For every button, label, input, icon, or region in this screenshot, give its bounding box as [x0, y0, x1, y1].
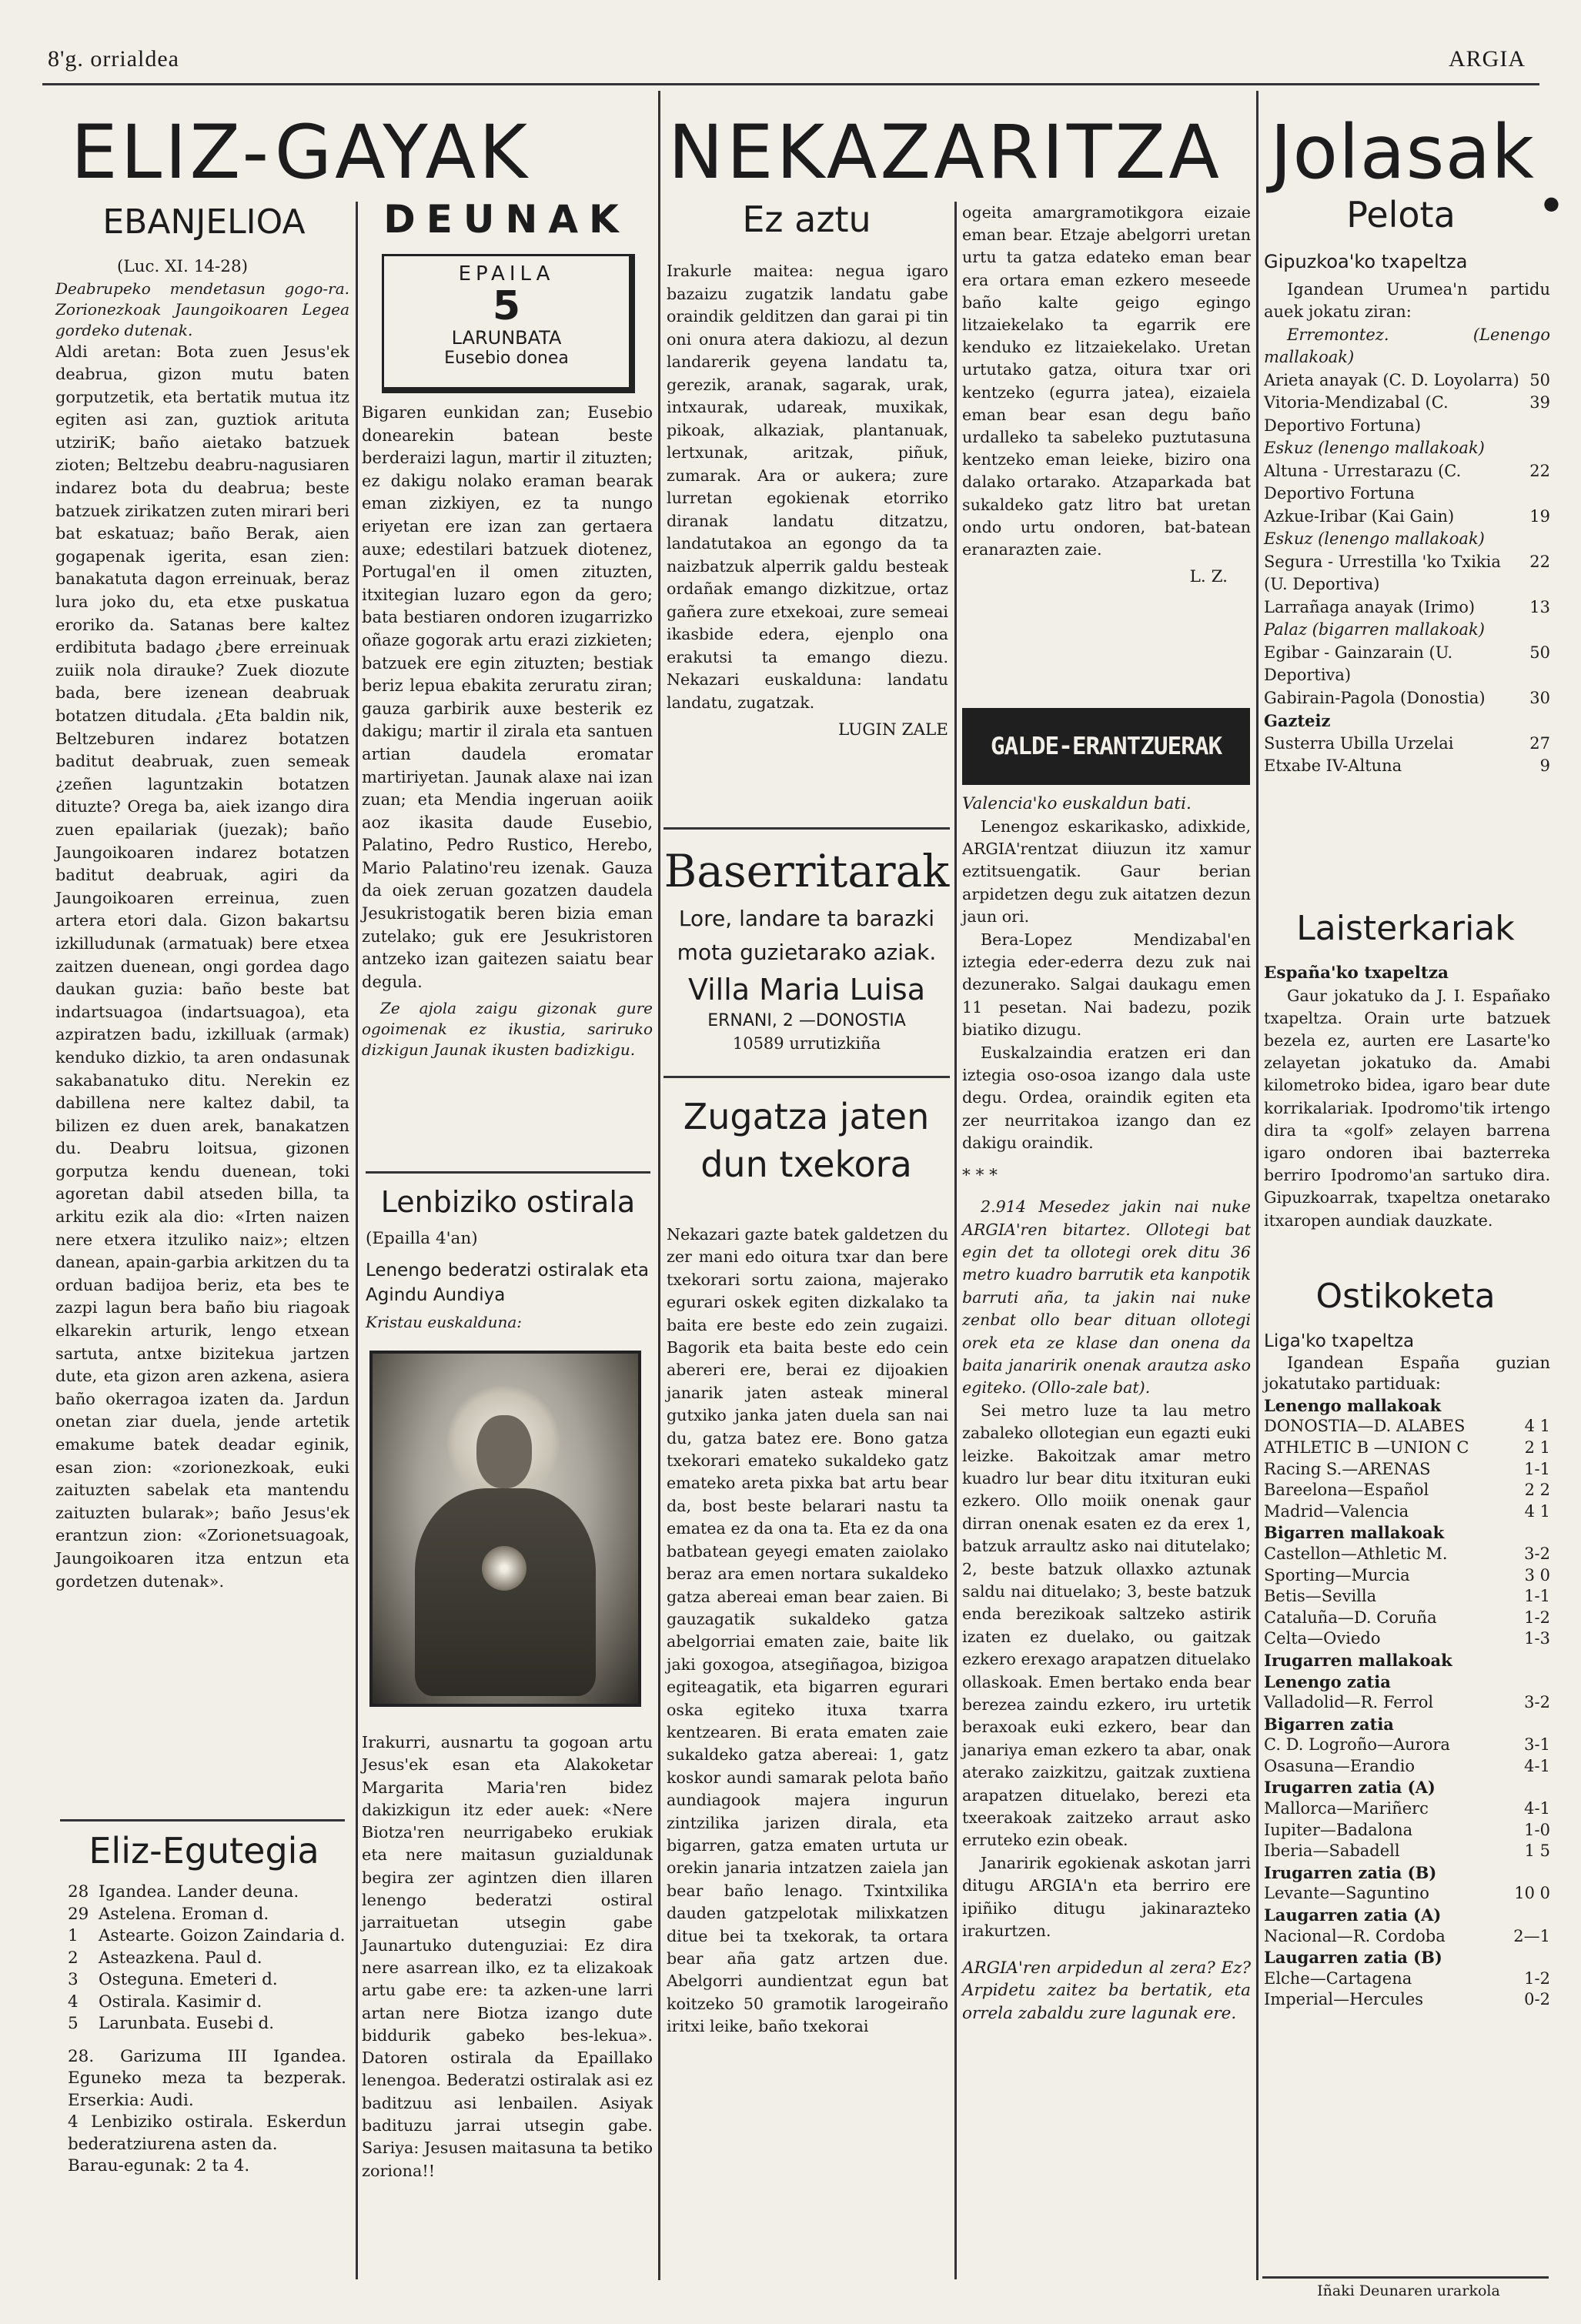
lenbiziko-author: Kristau euskalduna:: [366, 1312, 523, 1331]
footer-rule: [1262, 2276, 1549, 2279]
galde-question: 2.914 Mesedez jakin nai nuke ARGIA'ren bitartez. Ollotegi bat egin det ta ollotegi orek ditu 36 metro kuadro barrutik eta kanpotik barruti aña, ta jakin nai nuke zenbat ollo bear dituan ollotegi orek eta ze klase dan onena da baita janaririk onenak arautza asko egiteko. (Ollo-zale bat).: [962, 1197, 1251, 1397]
ad-telephone: 10589 urrutizkiña: [732, 1034, 881, 1053]
galde-answer: Sei metro luze ta lau metro zabaleko ollotegian eun egazti euki leizke. Bakoitzak amar metro kuadro lur bear ditu itxituran euki ezkero. Ollo moiik onenak gaur dirran onenak esaten ez da erex 1, batzuk arraultz asko nai ditutelako; 2, beste batzuk ollaxko aztunak saldu nai dituelako; 3, beste batzuk enda berezikoak saltzeko astirik izaten ez duelako, ou gaitzak ezkero erexago arapatzen dituelako ollaskoak. Emen bertako enda bear berezea zaindu ezkero, iru urtetik beraxoak euki ezkero, bear dan janariya eman ezkero ta abar, onak aterako zaizkitzu, gaitzak zuxtiena arapatzen dituelako, berezi eta txeerakoak zaitzeko arraut asko erruteko ezin obeak.: [962, 1401, 1251, 1850]
ostikoketa-group-heading: Irugarren zatia (B): [1264, 1862, 1437, 1882]
match-result: Sporting—Murcia 3 0: [1264, 1565, 1550, 1584]
match-result: Betis—Sevilla 1-1: [1264, 1587, 1550, 1606]
page-number: 8'g. orrialdea: [48, 46, 180, 72]
ostikoketa-group-heading: Laugarren zatia (A): [1264, 1905, 1442, 1925]
ostikoketa-group-heading: Lenengo zatia: [1264, 1671, 1391, 1691]
match-result: Bareelona—Español 2 2: [1264, 1481, 1550, 1500]
pelota-result: Arieta anayak (C. D. Loyolarra) 50: [1264, 370, 1550, 389]
ezaztu-title: Ez aztu: [742, 199, 871, 240]
ad-name: Villa Maria Luisa: [687, 973, 926, 1007]
egutegia-note: 28. Garizuma III Igandea. Eguneko meza ta bezperak. Erserkia: Audi.: [68, 2046, 346, 2110]
ostikoketa-group-heading: Bigarren mallakoak: [1264, 1523, 1445, 1543]
match-result: Cataluña—D. Coruña 1-2: [1264, 1608, 1550, 1627]
match-result: Racing S.—ARENAS 1-1: [1264, 1459, 1550, 1478]
match-result: Valladolid—R. Ferrol 3-2: [1264, 1693, 1550, 1712]
galde-addressee: Valencia'ko euskaldun bati.: [962, 794, 1192, 813]
calendar-box: [382, 254, 635, 393]
lenbiziko-date: (Epailla 4'an): [366, 1229, 478, 1248]
ebanjelioa-column: [55, 255, 349, 1593]
egutegia-day: 28 Igandea. Lander deuna.: [68, 1882, 299, 1902]
col-rule-4: [1256, 91, 1258, 2280]
egutegia-day: 29 Astelena. Eroman d.: [68, 1904, 269, 1924]
calendar-weekday: LARUNBATA: [451, 327, 562, 349]
ostikoketa-intro: Igandean España guzian jokatutako partiduak:: [1264, 1353, 1550, 1394]
ad-line-1: Lore, landare ta barazki: [678, 906, 935, 931]
deunak-quote: Ze ajola zaigu gizonak gure ogoimenak ez ikustia, sariruko dizkigun Jaunak ikusten badizkigu.: [362, 999, 653, 1060]
calendar-day: 5: [492, 283, 521, 329]
pelota-result: Vitoria-Mendizabal (C. Deportivo Fortuna) 39: [1264, 393, 1550, 435]
match-result: Imperial—Hercules 0-2: [1264, 1990, 1550, 2009]
section-jolasak: Jolasak: [1270, 109, 1535, 195]
pelota-result: Etxabe IV-Altuna 9: [1264, 756, 1550, 775]
zugatza-column: [667, 1224, 948, 2039]
galde-erantzuerak-title: GALDE-ERANTZUERAK: [990, 733, 1222, 760]
nekazaritza-continued: [962, 202, 1251, 589]
col-rule-3: [954, 202, 957, 2279]
nekazaritza-signature: L. Z.: [1189, 567, 1228, 587]
match-result: Mallorca—Mariñerc 4-1: [1264, 1799, 1550, 1818]
ezaztu-signature: LUGIN ZALE: [838, 720, 948, 740]
ad-title: Baserritarak: [663, 845, 950, 897]
match-result: Celta—Oviedo 1-3: [1264, 1629, 1550, 1648]
sacred-heart-image: [369, 1351, 641, 1707]
ostikoketa-group-heading: Lenengo mallakoak: [1264, 1395, 1442, 1415]
egutegia-day: 2 Asteazkena. Paul d.: [68, 1948, 262, 1968]
lenbiziko-rule: [366, 1171, 650, 1174]
lenbiziko-intro: [366, 1227, 649, 1333]
pelota-intro: Igandean Urumea'n partidu auek jokatu ziran:: [1264, 279, 1550, 321]
pelota-category: Eskuz (lenengo mallakoak): [1264, 529, 1485, 548]
pelota-category: Gazteiz: [1264, 711, 1331, 730]
lenbiziko-body: Irakurri, ausnartu ta gogoan artu Jesus'ek esan eta Alakoketar Margarita Maria'ren bidez dakizkigun itz eder auek: «Nere Biotza'ren neurrigabeko erukiak eta nere maitasun guzialdunak begira zer agintzen dien illaren lenengo bederatzi ostiral jarraituetan utsegin gabe Jaunartuko dutenguziai: Ez dira nere asarrean ilko, ez ta elizakoak artu gabe ere: ta azken-une larri artan nere Biotza izango dute biddurik gabeko bes-lekua». Datoren ostirala da Epaillako lenengoa. Bederatzi ostiralak asi ez baditzuu asi lenbailen. Asiyak badituzu jarrai utsegin gabe. Sariya: Jesusen maitasuna ta betiko zoriona!!: [362, 1733, 653, 2180]
section-nekazaritza: NEKAZARITZA: [668, 109, 1222, 195]
nekazaritza-continued-body: ogeita amargramotikgora eizaie eman bear. Etzaje abelgorri uretan urtu ta gatza edateko eman bear era ortara eman ezkero meseede baño kalte geigo egingo litzaiekelako ta egarrik ere kenduko ez litzaiekelako. Uretan urtutako gatza, oitura txar ori kentzeko (egurra jatea), eizaiela eman bear esan degu baño urdalleko ta sabeleko puztutasuna kentzeko eman leieke, biziro ona dalako ortarako. Atzaparkada bat sukaldeko gatz litro bat uretan ondo urtu ondoren, bat-batean eranarazten zaie.: [962, 203, 1251, 559]
egutegia-day: 3 Osteguna. Emeteri d.: [68, 1970, 278, 1989]
ebanjelioa-title: EBANJELIOA: [102, 202, 306, 242]
match-result: DONOSTIA—D. ALABES 4 1: [1264, 1417, 1550, 1436]
match-result: Madrid—Valencia 4 1: [1264, 1501, 1550, 1521]
ebanjelioa-lead: Deabrupeko mendetasun gogo-ra. Zorionezkoak Jaungoikoaren Legea gordeko dutenak.: [55, 279, 349, 339]
laisterkariak-column: [1264, 962, 1550, 1232]
pelota-category: Erremontez. (Lenengo mallakoak): [1264, 325, 1550, 366]
calendar-month: EPAILA: [458, 262, 555, 285]
calendar-saint: Eusebio donea: [444, 349, 569, 368]
galde-separator: * * *: [962, 1165, 998, 1185]
galde-paragraph-3: Euskalzaindia eratzen eri dan iztegia oso-osoa izango dala uste degu. Ordea, oraindik egiten eta zer neurritakoa izango dan ez dakigu oraindik.: [962, 1043, 1251, 1153]
egutegia-day: 1 Astearte. Goizon Zaindaria d.: [68, 1926, 346, 1945]
pelota-category: Eskuz (lenengo mallakoak): [1264, 439, 1485, 457]
match-result: Nacional—R. Cordoba 2—1: [1264, 1926, 1550, 1945]
pelota-category: Palaz (bigarren mallakoak): [1264, 620, 1485, 639]
egutegia-title: Eliz-Egutegia: [89, 1830, 319, 1872]
ebanjelioa-reference: (Luc. XI. 14-28): [117, 257, 249, 276]
pelota-result: Azkue-Iribar (Kai Gain) 19: [1264, 506, 1550, 526]
robe-shape: [415, 1488, 596, 1696]
match-result: Elche—Cartagena 1-2: [1264, 1968, 1550, 1988]
ad-line-2: mota guzietarako aziak.: [677, 940, 937, 965]
pelota-result: Segura - Urrestilla 'ko Txikia (U. Deportiva) 22: [1264, 552, 1550, 593]
bullet-icon: ●: [1543, 192, 1559, 214]
egutegia-list: [68, 1882, 346, 2178]
ostikoketa-group-heading: Irugarren mallakoak: [1264, 1650, 1452, 1670]
pelota-result: Larrañaga anayak (Irimo) 13: [1264, 597, 1550, 616]
ostikoketa-subtitle: Liga'ko txapeltza: [1264, 1331, 1415, 1351]
galde-paragraph-2: Bera-Lopez Mendizabal'en iztegia eder-ederra dezu zuk nai dezunerako. Salgai daukagu emen 11 pesetan. Nai badezu, pozik biatiko dizugu.: [962, 930, 1251, 1040]
ad-address: ERNANI, 2 —DONOSTIA: [707, 1011, 906, 1030]
match-result: C. D. Logroño—Aurora 3-1: [1264, 1735, 1550, 1755]
pelota-column: [1264, 251, 1550, 778]
deunak-body: Bigaren eunkidan zan; Eusebio donearekin batean beste berderaizi lagun, martir il zituzten; ez dakigu nolako eraman bearak eman zizkiyen, ez ta nungo eriyetan ere izan zan gertaera auxe; edestilari batzuek diotenez, Portugal'en il omen zituzten, itxitegian luzaro egon da gero; bata bestiaren ondoren izugarrizko oñaze gogorak artu erazi zizkieten; batzuek ere egin zituzten; bestiak beriz lepua ebakita zeruratu ziran; gauza garbirik auxe besterik ez dakigu; martir il zirala eta santuen artian daudela eromatar martiriyetan. Jaunak alaxe nai izan zuan; eta Mendia ingeruan aoiik aoz ikasita daude Eusebio, Palatino, Pedro Rustico, Herebo, Mario Palatino'reu izenak. Gauza da oiek zeruan gozatzen daudela Jesukristogatik beren bizia eman zutelako; guk ere Jesukristoren antzeko izan gaitezen saiatu bear degula.: [362, 403, 653, 991]
pelota-title: Pelota: [1346, 194, 1456, 235]
face-shape: [476, 1415, 532, 1488]
top-rule: [42, 83, 1539, 85]
laisterkariak-title: Laisterkariak: [1296, 909, 1515, 948]
galde-erantzuerak-banner: [962, 708, 1250, 785]
match-result: ATHLETIC B —UNION C 2 1: [1264, 1437, 1550, 1457]
match-result: Osasuna—Erandio 4-1: [1264, 1756, 1550, 1775]
zugatza-body: Nekazari gazte batek galdetzen du zer mani edo oitura txar dan bere txekorari sortu zaiona, majerako egurari oskek egiten dizkalako ta baita ere beste edo zein zugaizi. Bagorik eta baita beste edo cein abereri ere, berai ez dijoakien janarik jaten asteak mineral gutxiko janka jaten duela san nai du, gatza batez ere. Bono gatza txekorari emateko sukaldeko gatz emateko areta pixka bat artu bear da, bost beste belarari nastu ta ematea ez da ona ta. Eta ez da ona batbatean geyegi ematen zaiolako beraz ara emen nortara sukaldeko gatza abereai eman bear zaien. Bi gauzagatik sukaldeko gatza abelgorriai ematen zaie, baite lik jaki goxogoa, atsegiñagoa, bizigoa egiteagatik, eta bigarren egurari oska egiteko ituxa txarra kentzearen. Bi erata ematen zaie sukaldeko gatza abereai: 1, gatz koskor aundi samarak pelota baño aundiagook majera ingurun zintzilika jarizen dirala, eta bigarren, gatza ematen urtuta ur orekin janaria intzatzen zaiela jan bear baño lenago. Txintxilika dauden gatzpelotak milixkatzen ditue bei ta txekorak, ta ortara bear aña gatz artzen due. Abelgorri aundientzat egun bat koitzeko 50 gramotik larogeiraño iritxi leike, baño txekorai: [667, 1225, 948, 2036]
ebanjelioa-body: Aldi aretan: Bota zuen Jesus'ek deabrua, gizon mutu baten gorputzetik, eta bertatik mutua itz egiten asi zan, guztiok arituta utziriK; baño aietako batzuek zioten; Beltzebu deabru-nagusiaren indarez bota du deabrua; beste batzuek zirikatzen zuten mirari beri bat eskatuaz; baño Berak, aien gogapenak igerita, esan zien: banakatuta dagon erreinuak, beraz lura joko du, eta etxe puskatua eroriko da. Satanas bere kaltez erdibituta badago ¿bere erreinuak zuiik nola dirauke? Zuek diozute bada, bere izenean deabruak botatzen ditudala. ¿Eta baldin nik, Beltzeburen indarez botatzen baditut deabruak, zuen semeak ¿zeñen laguntzakin botatzen dituzte? Orega ba, aiek izango dira zuen epailariak (juezak); baño Jaungoikoaren indarez botatzen baditut deabruak, agiri da Jaungoikoaren erreinua, zuen artera etori dala. Gizon bakartsu izkilludunak (armatuak) bere etxea zaitzen duenean, ongi gordea dago daukan guzia: baño beste bat indartsuagoa (indartsuagoa), eta azpiratzen badu, izkilluak (armak) kenduko dizkio, ta aren ondasunak sakabanatuko ditu. Nerekin ez dabillena nere kaltez dabil, ta bilizen ez duen arek, banakatzen du. Deabru loitsua, gizonen gorputza kendu duenean, toki agoretan dabil atseden billa, ta arkitu ezik ala dio: «Irten naizen nere etxera itzuliko naiz»; eltzen danean, apain-garbia arkitzen du ta orduan badijoa beriz, eta bes te zazpi lagun bera baño biu riagoak elkarekin arturik, lengo etxean sartuta, antxe bizitekua jartzen dute, eta gizon aren azkena, asiera baño okerragoa izaten da. Jardun onetan ziar duela, jende artetik emakume batek deadar eginik, esan zion: «zorionezkoak, euki zaituzten sabelak eta mantendu zaituzten bularak»; baño Jesus'ek erantzun zion: «Zorionetsuagoak, Jaungoikoaren itza entzun eta gordetzen dutenak».: [55, 342, 349, 1591]
galde-subscribe-ad: ARGIA'ren arpidedun al zera? Ez? Arpidetu zaitez ba bertatik, eta orrela zabaldu zure lagunak ere.: [962, 1958, 1251, 2023]
galde-column: [962, 793, 1251, 2025]
ostikoketa-title: Ostikoketa: [1315, 1277, 1496, 1316]
match-result: Iberia—Sabadell 1 5: [1264, 1842, 1550, 1861]
match-result: Castellon—Athletic M. 3-2: [1264, 1544, 1550, 1563]
section-eliz-gayak: ELIZ-GAYAK: [71, 109, 531, 195]
deunak-title: DEUNAK: [383, 197, 630, 242]
ezaztu-column: [667, 260, 948, 742]
pelota-result: Egibar - Gainzarain (U. Deportiva) 50: [1264, 643, 1550, 684]
paper-name: ARGIA: [1449, 46, 1526, 72]
lenbiziko-subtitle: Lenengo bederatzi ostiralak eta Agindu Aundiya: [366, 1260, 649, 1305]
laisterkariak-subtitle: España'ko txapeltza: [1264, 963, 1449, 983]
lenbiziko-title: Lenbiziko ostirala: [380, 1185, 636, 1219]
lenbiziko-column: [362, 1731, 653, 2182]
pelota-result: Altuna - Urrestarazu (C. Deportivo Fortuna 22: [1264, 461, 1550, 503]
zugatza-title: Zugatza jaten dun txekora: [683, 1096, 930, 1185]
baserritarak-ad: [663, 827, 950, 1078]
col-rule-1: [356, 202, 358, 2279]
heart-shape: [482, 1546, 526, 1591]
pelota-result: Susterra Ubilla Urzelai 27: [1264, 733, 1550, 753]
egutegia-day: 4 Ostirala. Kasimir d.: [68, 1992, 262, 2012]
ostikoketa-group-heading: Irugarren zatia (A): [1264, 1778, 1436, 1798]
laisterkariak-body: Gaur jokatuko da J. I. Españako txapeltza. Orain urte batzuek bezela ez, aurten ere Lasarte'ko zelayetan jokatuko da. Amabi kilometroko bidea, igaro bear dute korrikalariak. Ipodromo'tik irtengo dira ta «golf» zelayen barrena igaro ondoren ibai bazterreka berriro Ipodromo'an sartuko dira. Gipuzkoarrak, txapeltza onetarako itxaropen aundiak dauzkate.: [1264, 986, 1550, 1230]
ezaztu-body: Irakurle maitea: negua igaro bazaizu zugatzik landatu gabe oraindik gelditzen dan garai pi tin oni onura atera dakiozu, al dezun landarerik geyena landatu ta, gerezik, aranak, sagarak, urak, intxaurak, udareak, muxikak, pikoak, alkaziak, plantanuak, lertxunak, aritzak, piñuk, zumarak. Ara or aukera; zure lurretan egokienak etorriko diranak landatu ditzatzu, landatutakoa an egongo da ta naizbatzuk alperrik galdu besteak ordañak emango dizkitzue, ortaz gañera zure etxekoai, zure semeai ikasbide edera, ejenplo ona erakutsi ta emango diezu. Nekazari euskalduna: landatu landatu, zugatzak.: [667, 262, 948, 712]
match-result: Levante—Saguntino 10 0: [1264, 1884, 1550, 1903]
galde-answer-2: Janaririk egokienak askotan jarri ditugu ARGIA'n eta berriro ere ipiñiko ditugu jakinarazteko irakurtzen.: [962, 1853, 1251, 1941]
match-result: Iupiter—Badalona 1-0: [1264, 1820, 1550, 1839]
col-rule-2: [658, 91, 660, 2280]
ostikoketa-column: [1264, 1331, 1550, 2011]
footer-line: Iñaki Deunaren urarkola: [1317, 2282, 1500, 2299]
egutegia-day: 5 Larunbata. Eusebi d.: [68, 2014, 275, 2033]
egutegia-rule: [60, 1819, 345, 1821]
ostikoketa-group-heading: Bigarren zatia: [1264, 1714, 1394, 1734]
egutegia-note-2: 4 Lenbiziko ostirala. Eskerdun bederatziurena asten da.: [68, 2112, 346, 2154]
pelota-subtitle: Gipuzkoa'ko txapeltza: [1264, 251, 1468, 272]
deunak-column: [362, 402, 653, 1060]
galde-paragraph-1: Lenengoz eskarikasko, adixkide, ARGIA'rentzat diiuzun itz xamur eztitsuengatik. Gaur berian arpidetzen degu zuk aitatzen dezun jaun ori.: [962, 816, 1251, 927]
pelota-result: Gabirain-Pagola (Donostia) 30: [1264, 688, 1550, 707]
egutegia-note-3: Barau-egunak: 2 ta 4.: [68, 2156, 250, 2175]
ostikoketa-group-heading: Laugarren zatia (B): [1264, 1948, 1442, 1968]
